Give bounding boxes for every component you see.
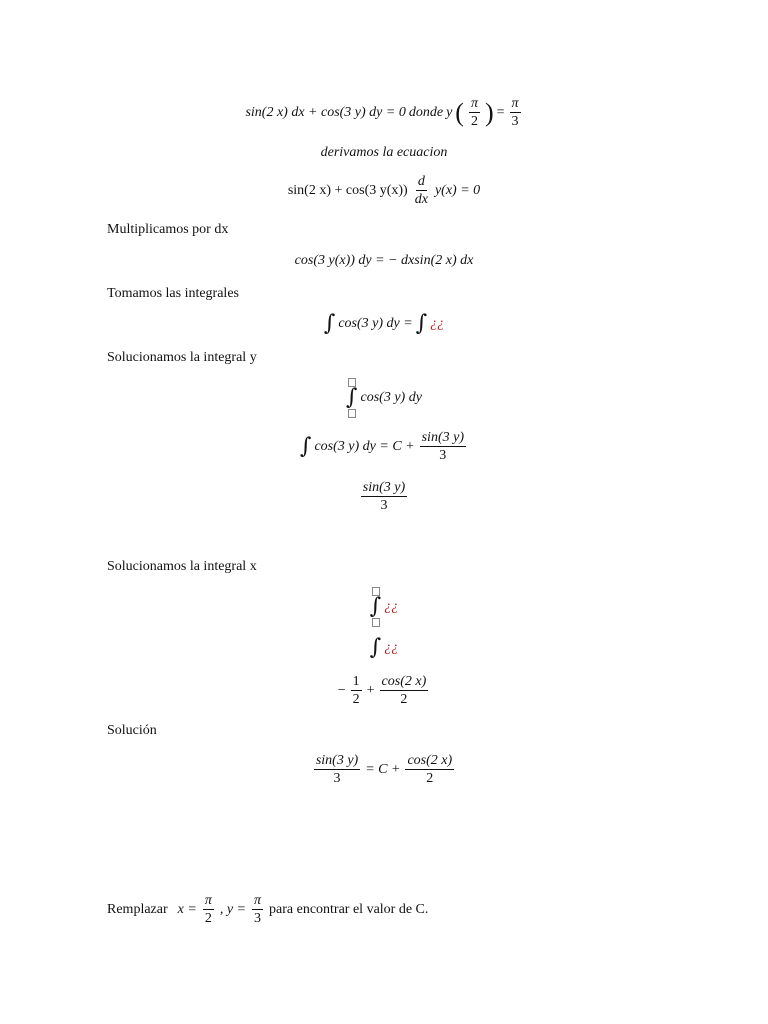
text-integral-y: Solucionamos la integral y bbox=[107, 350, 257, 365]
eq3-rhs: y(x) = 0 bbox=[434, 182, 481, 198]
equation-4 bbox=[0, 254, 768, 268]
integral-sign: ∫ bbox=[299, 433, 312, 459]
lower-limit-box bbox=[348, 409, 356, 418]
equation-9 bbox=[0, 586, 768, 627]
equation-3 bbox=[0, 174, 768, 208]
eq1-pi-over-2: $\frac{\pi}{2}$ bbox=[470, 96, 478, 130]
text-solucion: Solución bbox=[107, 723, 157, 738]
integral-with-limits: ∫ bbox=[370, 587, 381, 627]
eq12-fraction-2: $\frac{\cos(2 x)}{2}$ bbox=[407, 753, 453, 787]
eq8-fraction: $\frac{\sin(3 y)}{3}$ bbox=[362, 480, 406, 514]
eq11-fraction-1: $\frac{1}{2}$ bbox=[352, 674, 360, 708]
lower-limit-box bbox=[372, 618, 380, 627]
eq3-derivative: $\frac{d}{dx}$ bbox=[414, 174, 428, 208]
eq7-fraction: $\frac{\sin(3 y)}{3}$ bbox=[421, 430, 464, 464]
eq11-fraction-2: $\frac{\cos(2 x)}{2}$ bbox=[381, 674, 427, 708]
equation-2 bbox=[0, 146, 768, 160]
eq2-text: derivamos la ecuacion bbox=[320, 145, 448, 160]
equation-5 bbox=[0, 313, 768, 335]
equation-8 bbox=[0, 480, 768, 514]
equation-10 bbox=[0, 637, 768, 659]
text-tomamos: Tomamos las integrales bbox=[107, 286, 239, 301]
equation-7 bbox=[0, 430, 768, 464]
equation-6 bbox=[0, 377, 768, 418]
eq6-text: cos(3 y) dy bbox=[360, 390, 422, 405]
t6-pi-over-2: $\frac{\pi}{2}$ bbox=[204, 893, 212, 927]
equation-1: sin(2 x) dx + cos(3 y) dy = 0 donde y ( $\frac{\pi}{2}$ ) = $\frac{\pi}{3}$ bbox=[245, 96, 519, 130]
eq1-y: y bbox=[446, 104, 453, 120]
integral-sign: ∫ bbox=[415, 311, 428, 336]
equation-12: $\frac{\sin(3 y)}{3}$ = C + $\frac{\cos(2 x)}{2}$ bbox=[315, 753, 453, 787]
eq5-lhs: cos(3 y) dy = bbox=[338, 316, 413, 331]
t6-pi-over-3: $\frac{\pi}{3}$ bbox=[254, 893, 262, 927]
eq9-placeholder: ¿¿ bbox=[384, 599, 399, 614]
integral-sign: ∫ bbox=[323, 311, 336, 336]
text-multiplicamos: Multiplicamos por dx bbox=[107, 222, 229, 237]
integral-sign: ∫ bbox=[369, 635, 382, 660]
eq12-fraction-1: $\frac{\sin(3 y)}{3}$ bbox=[315, 753, 359, 787]
eq7-lhs: cos(3 y) dy = C + bbox=[314, 438, 415, 454]
text-integral-x: Solucionamos la integral x bbox=[107, 559, 257, 574]
text-remplazar: Remplazar x = $\frac{\pi}{2}$ , y = $\frac{\pi}{3}$ para encontrar el valor de C. bbox=[107, 893, 429, 927]
equation-11: − $\frac{1}{2}$ + $\frac{\cos(2 x)}{2}$ bbox=[337, 674, 427, 708]
eq4-text: cos(3 y(x)) dy = − dxsin(2 x) dx bbox=[294, 253, 474, 268]
eq1-lhs: sin(2 x) dx + cos(3 y) dy = 0 bbox=[245, 104, 406, 120]
eq1-pi-over-3: $\frac{\pi}{3}$ bbox=[511, 96, 519, 130]
eq1-donde: donde bbox=[408, 104, 444, 120]
eq5-rhs-placeholder: ¿¿ bbox=[430, 316, 445, 331]
eq10-placeholder: ¿¿ bbox=[384, 640, 399, 655]
eq3-lhs: sin(2 x) + cos(3 y(x)) bbox=[287, 182, 408, 198]
integral-with-limits: ∫ bbox=[346, 378, 357, 418]
